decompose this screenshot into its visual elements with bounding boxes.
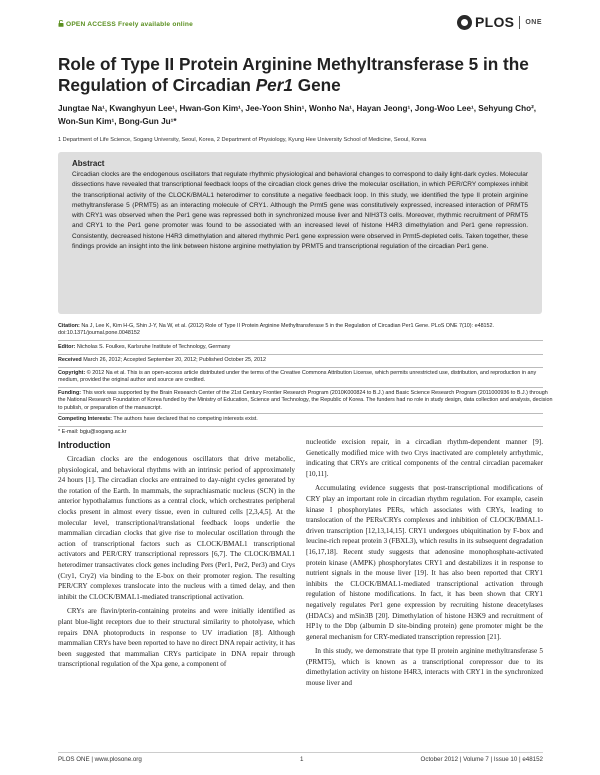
funding-text: This work was supported by the Brain Research Center of the 21st Century Frontier Research Program (2010K000824 to B.J.) and Basic Science Research Program (2011000936 to B.J.) through the National Research Foundation of Korea funded by the Ministry of Education, Science and Technology, the Republic of Korea. The funders had no role in study design, data collection and analysis, decision to publish, or preparation of the manuscript. xyxy=(58,390,553,411)
abstract-text: Circadian clocks are the endogenous oscillators that regulate rhythmic physiological and behavioral changes to correspond to daily light-dark cycles. Molecular dissections have revealed that transcriptional feedback loops of the circadian clock genes drive the molecular oscillation, in which PER/CRY complexes inhibit the transcriptional activity of the CLOCK/BMAL1 heterodimer to constitute a negative feedback loop. In this study, we identified the type II protein arginine methyltransferase 5 (PRMT5) as an interacting molecule of CRY1. Although the Prmt5 gene was constitutively expressed, increased interaction of PRMT5 with CRY1 was observed when the Per1 gene was repressed both in synchronized mouse liver and NIH3T3 cells. Moreover, rhythmic recruitment of PRMT5 and CRY1 to the Per1 gene promoter was found to be associated with an increased level of histone H4R3 dimethylation and Per1 gene repression. Consistently, decreased histone H4R3 dimethylation and altered rhythmic Per1 gene expression were observed in Prmt5-depleted cells. Taken together, these findings provide an insight into the link between histone arginine methylation by PRMT5 and transcriptional regulation of the circadian Per1 gene. xyxy=(72,171,528,251)
title-text: Role of Type II Protein Arginine Methyltransferase 5 in the Regulation of Circadian xyxy=(58,54,529,95)
dates-label: Received xyxy=(58,357,82,363)
plos-logo-word: PLOS xyxy=(475,14,515,30)
page-number: 1 xyxy=(300,756,304,763)
body-paragraph: Circadian clocks are the endogenous oscillators that drive metabolic, physiological, and behavioral rhythms with an intrinsic period of approximately 24 hours [1]. The circadian clocks are entrained to day-night cycles generated by the rotation of the Earth. In mammals, the suprachiasmatic nucleus (SCN) in the anterior hypothalamus functions as a central clock, which orchestrates peripheral clocks present in almost every tissue, even in cultured cells [2,3,4,5]. At the molecular level, transcriptional/translational feedback loops underlie the mammalian circadian clocks that give rise to molecular oscillation through the action of transcriptional factors such as CLOCK/BMAL1 transcriptional activators and PER/CRY transcriptional repressors [6,7]. The CLOCK/BMAL1 heterodimer transactivates clock genes including Pers (Per1, Per2, Per3) and Crys (Cry1, Cry2) via binding to the E-box on their promoter region. The resulting PER/CRY complexes translocate into the nucleus with a timed delay, and then inhibit the CLOCK/BMAL1-mediated transcriptional activation. xyxy=(58,455,295,601)
dates-text: March 26, 2012; Accepted September 20, 2012; Published October 25, 2012 xyxy=(83,357,266,363)
divider xyxy=(58,340,543,341)
divider xyxy=(58,387,543,388)
body-column-right xyxy=(306,437,543,693)
copyright-label: Copyright: xyxy=(58,370,86,376)
email-line: * E-mail: bgju@sogang.ac.kr xyxy=(58,429,127,435)
footer-journal: PLOS ONE | www.plosone.org xyxy=(58,756,142,763)
competing-interests-line xyxy=(58,416,553,423)
introduction-heading: Introduction xyxy=(58,440,111,450)
abstract-box xyxy=(58,152,542,314)
title-gene-name: Per1 xyxy=(255,75,293,95)
plos-logo-sub: ONE xyxy=(525,18,542,26)
body-paragraph: In this study, we demonstrate that type II protein arginine methyltransferase 5 (PRMT5), which is known as a transcriptional corepressor due to its dimethylation activity on histone H4R3, interacts with CRY1 in the synchronized mouse liver and xyxy=(306,647,543,688)
logo-divider xyxy=(519,16,520,29)
body-paragraph: nucleotide excision repair, in a circadian rhythm-dependent manner [9]. Genetically modified mice with two Crys inactivated are completely arrhythmic, indicating that CRYs are critical components of the central circadian pacemaker [10,11]. xyxy=(306,438,543,478)
abstract-heading: Abstract xyxy=(72,159,105,168)
editor-text: Nicholas S. Foulkes, Karlsruhe Institute of Technology, Germany xyxy=(76,344,231,350)
open-access-lock-icon xyxy=(58,20,64,27)
copyright-text: © 2012 Na et al. This is an open-access article distributed under the terms of the Creative Commons Attribution License, which permits unrestricted use, distribution, and reproduction in any medium, provided the original author and source are credited. xyxy=(58,370,537,384)
divider xyxy=(58,413,543,414)
divider xyxy=(58,426,543,427)
dates-line xyxy=(58,357,553,364)
funding-line xyxy=(58,390,553,412)
page-footer xyxy=(58,752,543,764)
open-access-label xyxy=(58,20,193,28)
copyright-line xyxy=(58,370,553,385)
plos-logo-icon xyxy=(457,15,472,30)
body-paragraph: Accumulating evidence suggests that post-transcriptional modifications of CRY play an important role in circadian rhythm regulation. For example, casein kinase I phosphorylates PERs, which associates with CRYs, leading to translocation of the PERs/CRYs complexes and inhibition of CLOCK/BMAL1-driven transcription [12,13,14,15]. CRY1 undergoes ubiquitination by F-box and leucine-rich repeat protein 3 (FBXL3), which results in its subsequent degradation [16,17,18]. Recent study suggests that adenosine monophosphate-activated protein kinase (AMPK) phosphorylates CRY1 and destabilizes it in response to nutrient signals in the mouse liver [19]. It has also been reported that CRY1 inhibits the CLOCK/BMAL1-mediated transcriptional activation through regulation of histone modifications. In fact, it has been shown that CRY1 negatively regulates Per1 gene expression by recruiting histone deacetylases (HDACs) and mSin3B [20]. Dimethylation of histone H3K9 and recruitment of HP1γ to the Dbp (albumin D site-binding protein) gene promoter might be the general mechanism for CRY-mediated transcription repression [21]. xyxy=(306,484,543,641)
author-list: Jungtae Na¹, Kwanghyun Lee¹, Hwan-Gon Kim¹, Jee-Yoon Shin¹, Wonho Na¹, Hayan Jeong¹, Jong-Woo Lee¹, Sehyung Cho², Won-Sun Kim¹, Bong-Gun Ju¹* xyxy=(58,104,537,126)
article-title xyxy=(58,54,558,96)
affiliations: 1 Department of Life Science, Sogang University, Seoul, Korea, 2 Department of Physiology, Kyung Hee University School of Medicine, Seoul, Korea xyxy=(58,137,427,143)
competing-interests-label: Competing Interests: xyxy=(58,416,112,422)
footer-issue: October 2012 | Volume 7 | Issue 10 | e48152 xyxy=(420,756,543,763)
editor-line xyxy=(58,344,553,351)
divider xyxy=(58,367,543,368)
journal-header xyxy=(58,12,542,36)
citation-line xyxy=(58,323,553,338)
citation-text: Na J, Lee K, Kim H-G, Shin J-Y, Na W, et al. (2012) Role of Type II Protein Arginine Methyltransferase 5 in the Regulation of Circadian Per1 Gene. PLoS ONE 7(10): e48152. doi:10.1371/journal.pone.0048152 xyxy=(58,323,495,337)
open-access-text: OPEN ACCESS Freely available online xyxy=(66,21,193,28)
plos-one-logo xyxy=(457,14,542,30)
competing-interests-text: The authors have declared that no competing interests exist. xyxy=(113,416,258,422)
body-column-left xyxy=(58,454,295,674)
funding-label: Funding: xyxy=(58,390,82,396)
divider xyxy=(58,354,543,355)
editor-label: Editor: xyxy=(58,344,76,350)
body-paragraph: CRYs are flavin/pterin-containing proteins and were initially identified as plant blue-light receptors due to their structural similarity to photolyase, which repairs DNA photoproducts in response to UV irradiation [8]. Although mammalian CRYs have been reported to have no direct DNA repair activity, it has been suggested that mammalian CRYs participate in DNA repair through transcriptional regulation of the Xpa gene, a component of xyxy=(58,607,295,669)
citation-label: Citation: xyxy=(58,323,80,329)
title-text-end: Gene xyxy=(292,75,341,95)
